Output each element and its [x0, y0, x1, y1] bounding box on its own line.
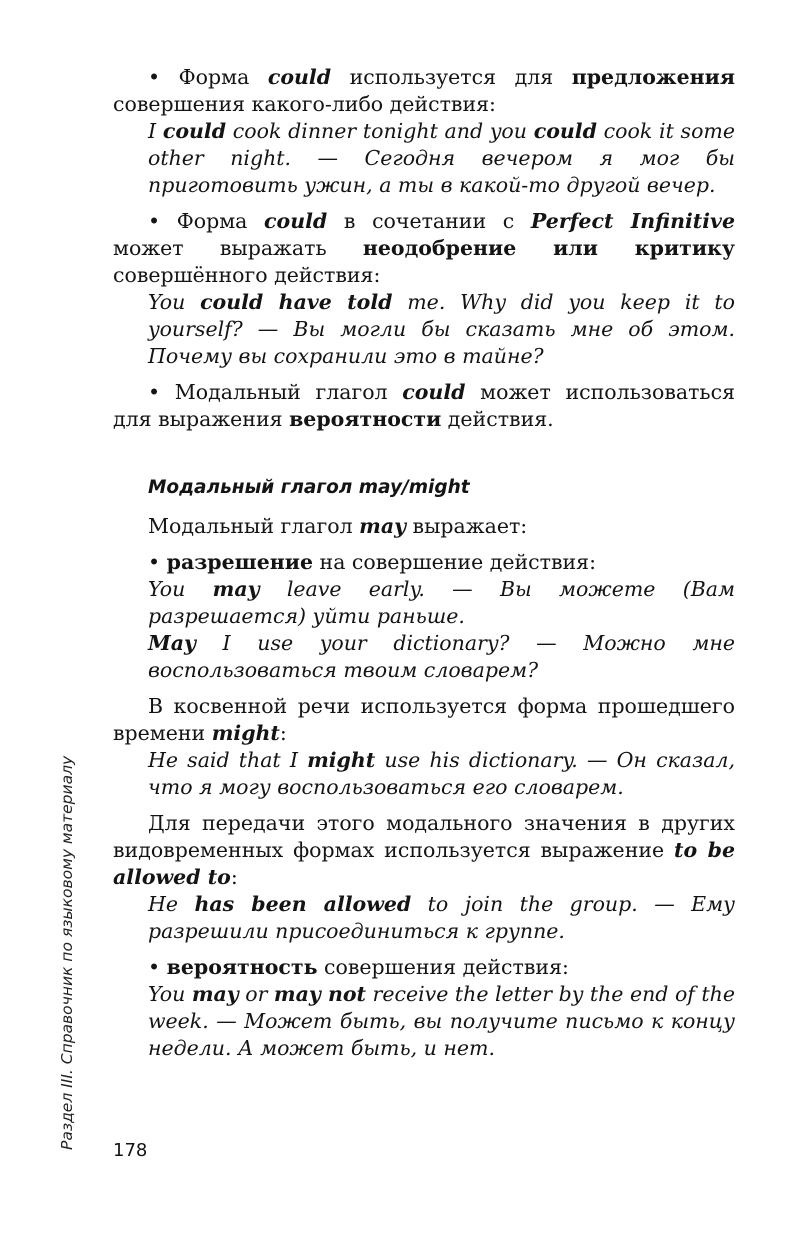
could-suggestion-paragraph: • Форма could используется для предложения совершения какого-либо действия: [113, 65, 735, 116]
probability-bullet: • вероятность совершения действия: [148, 955, 569, 979]
page-body [113, 64, 735, 1062]
example-may-or-may-not: You may or may not receive the letter by the end of the week. — Может быть, вы получите письмо к концу недели. А может быть, и нет. [148, 982, 735, 1060]
could-probability-paragraph: • Модальный глагол could может использоваться для выражения вероятности действия. [113, 380, 736, 431]
example-may-dictionary: May I use your dictionary? — Можно мне воспользоваться твоим словарем? [148, 631, 735, 682]
allowed-to-paragraph: Для передачи этого модального значения в других видовременных формах используется выражение to be allowed to: [113, 811, 736, 889]
example-may-leave: You may leave early. — Вы можете (Вам разрешается) уйти раньше. [148, 577, 735, 628]
section-heading-may-might: Модальный глагол may/might [148, 477, 470, 498]
reported-speech-paragraph: В косвенной речи используется форма прошедшего времени might: [113, 694, 735, 745]
example-might-dictionary: He said that I might use his dictionary. — Он сказал, что я могу воспользоваться его словарем. [148, 748, 735, 799]
page-number: 178 [113, 1140, 148, 1161]
example-could-dinner: I could cook dinner tonight and you could cook it some other night. — Сегодня вечером я мог бы приготовить ужин, а ты в какой-то другой вечер. [148, 119, 735, 197]
example-could-have-told: You could have told me. Why did you keep it to yourself? — Вы могли бы сказать мне об этом. Почему вы сохранили это в тайне? [148, 290, 735, 368]
may-intro-paragraph: Модальный глагол may выражает: [148, 514, 528, 538]
example-has-been-allowed: He has been allowed to join the group. — Ему разрешили присоединиться к группе. [148, 892, 736, 943]
permission-bullet: • разрешение на совершение действия: [148, 550, 597, 574]
side-caption: Раздел III. Справочник по языковому материалу [58, 755, 76, 1150]
could-criticism-paragraph: • Форма could в сочетании с Perfect Infinitive может выражать неодобрение или критику совершённого действия: [113, 209, 735, 287]
